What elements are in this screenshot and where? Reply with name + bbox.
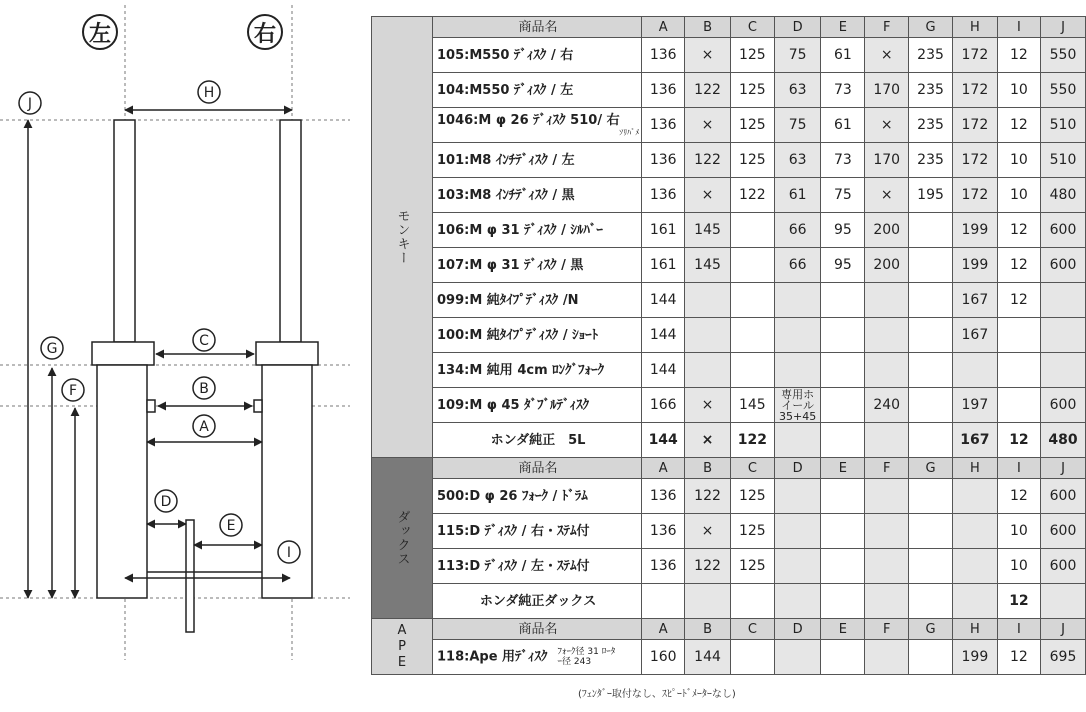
- value-cell: [730, 248, 774, 283]
- value-cell: [774, 640, 821, 675]
- table-header-row: [372, 619, 1086, 640]
- value-cell: [865, 353, 909, 388]
- column-header: I: [997, 458, 1040, 479]
- value-cell: [909, 584, 953, 619]
- column-header-name: 商品名: [433, 17, 642, 38]
- column-header: G: [909, 458, 953, 479]
- column-header: A: [642, 458, 685, 479]
- value-cell: 167: [952, 318, 997, 353]
- value-cell: 75: [774, 38, 821, 73]
- value-cell: 172: [952, 143, 997, 178]
- value-cell: [865, 584, 909, 619]
- product-name: 104:M550 ﾃﾞｨｽｸ / 左: [437, 82, 574, 98]
- table-row: [372, 479, 1086, 514]
- column-header: D: [774, 619, 821, 640]
- value-cell: 122: [685, 143, 731, 178]
- column-header: D: [774, 17, 821, 38]
- honda-row: [372, 584, 1086, 619]
- value-cell: 10: [997, 73, 1040, 108]
- value-cell: [952, 514, 997, 549]
- value-cell: [685, 584, 731, 619]
- table-row: [372, 108, 1086, 143]
- column-header: H: [952, 458, 997, 479]
- product-name: 106:M φ 31 ﾃﾞｨｽｸ / ｼﾙﾊﾞｰ: [437, 222, 603, 238]
- product-name-cell: [433, 584, 642, 619]
- value-cell: [952, 479, 997, 514]
- value-cell: 510: [1041, 108, 1086, 143]
- value-cell: [774, 283, 821, 318]
- value-cell: 61: [821, 108, 865, 143]
- product-name-cell: [433, 549, 642, 584]
- value-cell: 480: [1041, 423, 1086, 458]
- value-cell: 235: [909, 38, 953, 73]
- value-cell: [909, 549, 953, 584]
- column-header: E: [821, 619, 865, 640]
- value-cell: 12: [997, 479, 1040, 514]
- value-cell: 136: [642, 38, 685, 73]
- value-cell: 167: [952, 423, 997, 458]
- value-cell: [909, 213, 953, 248]
- value-cell: ×: [685, 178, 731, 213]
- label-j: J: [27, 96, 33, 112]
- product-name: 115:D ﾃﾞｨｽｸ / 右・ｽﾃﾑ付: [437, 523, 590, 539]
- value-cell: [997, 353, 1040, 388]
- value-cell: 12: [997, 108, 1040, 143]
- column-header: G: [909, 619, 953, 640]
- value-cell: 10: [997, 143, 1040, 178]
- column-header: D: [774, 458, 821, 479]
- value-cell: 600: [1041, 388, 1086, 423]
- table-row: [372, 143, 1086, 178]
- value-cell: 122: [730, 178, 774, 213]
- value-cell: [909, 353, 953, 388]
- value-cell: 66: [774, 248, 821, 283]
- value-cell: 12: [997, 248, 1040, 283]
- value-cell: 172: [952, 73, 997, 108]
- value-cell: 145: [685, 248, 731, 283]
- value-cell: 122: [685, 479, 731, 514]
- value-cell: [909, 388, 953, 423]
- value-cell: [997, 388, 1040, 423]
- value-cell: 12: [997, 283, 1040, 318]
- value-cell: [774, 479, 821, 514]
- value-cell: 172: [952, 178, 997, 213]
- value-cell: 200: [865, 213, 909, 248]
- value-cell: 160: [642, 640, 685, 675]
- value-cell: 172: [952, 108, 997, 143]
- value-cell: 600: [1041, 248, 1086, 283]
- product-name: 113:D ﾃﾞｨｽｸ / 左・ｽﾃﾑ付: [437, 558, 590, 574]
- value-cell: [642, 584, 685, 619]
- value-cell: [865, 514, 909, 549]
- value-cell: 125: [730, 514, 774, 549]
- value-cell: 125: [730, 73, 774, 108]
- value-cell: 199: [952, 213, 997, 248]
- product-name: 118:Ape 用ﾃﾞｨｽｸ: [437, 649, 548, 665]
- value-cell: 125: [730, 38, 774, 73]
- right-side-label: 右: [253, 22, 277, 47]
- table-row: [372, 514, 1086, 549]
- product-name: ホンダ純正 5L: [490, 432, 586, 448]
- value-cell: [774, 353, 821, 388]
- honda-row: [372, 423, 1086, 458]
- value-cell: 144: [642, 423, 685, 458]
- column-header: F: [865, 458, 909, 479]
- product-name-cell: [433, 640, 642, 675]
- product-name: 500:D φ 26 ﾌｫｰｸ / ﾄﾞﾗﾑ: [437, 488, 588, 504]
- product-name: 099:M 純ﾀｲﾌﾟﾃﾞｨｽｸ /N: [437, 292, 579, 308]
- column-header: G: [909, 17, 953, 38]
- value-cell: [774, 549, 821, 584]
- value-cell: [730, 640, 774, 675]
- value-cell: [865, 283, 909, 318]
- value-cell: 510: [1041, 143, 1086, 178]
- value-cell: [730, 283, 774, 318]
- column-header-name: 商品名: [433, 619, 642, 640]
- product-name: 1046:M φ 26 ﾃﾞｨｽｸ 510/ 右: [437, 113, 620, 128]
- table-row: [372, 283, 1086, 318]
- label-f: F: [68, 383, 78, 399]
- product-name: ホンダ純正ダックス: [479, 593, 597, 609]
- value-cell: 61: [774, 178, 821, 213]
- value-cell: [774, 318, 821, 353]
- value-cell: 73: [821, 143, 865, 178]
- product-name-cell: [433, 178, 642, 213]
- value-cell: 10: [997, 549, 1040, 584]
- value-cell: 75: [821, 178, 865, 213]
- value-cell: [909, 248, 953, 283]
- product-name-cell: [433, 38, 642, 73]
- column-header: H: [952, 619, 997, 640]
- value-cell: 170: [865, 73, 909, 108]
- value-cell: 125: [730, 479, 774, 514]
- product-name-cell: [433, 514, 642, 549]
- value-cell: 136: [642, 479, 685, 514]
- value-cell: 195: [909, 178, 953, 213]
- label-d: D: [160, 494, 172, 510]
- value-cell: 136: [642, 73, 685, 108]
- value-cell: 61: [821, 38, 865, 73]
- value-cell: 144: [642, 353, 685, 388]
- value-cell: 167: [952, 283, 997, 318]
- value-cell: [730, 318, 774, 353]
- label-b: B: [199, 381, 209, 397]
- column-header: C: [730, 619, 774, 640]
- column-header: A: [642, 17, 685, 38]
- value-cell: [909, 640, 953, 675]
- value-cell: [865, 549, 909, 584]
- value-cell: ×: [685, 388, 731, 423]
- value-cell: 550: [1041, 73, 1086, 108]
- table-row: [372, 178, 1086, 213]
- value-cell: 66: [774, 213, 821, 248]
- table-row: [372, 549, 1086, 584]
- table-row: [372, 388, 1086, 423]
- value-cell: [685, 353, 731, 388]
- value-cell: [821, 423, 865, 458]
- column-header: C: [730, 458, 774, 479]
- column-header: F: [865, 17, 909, 38]
- value-cell: 235: [909, 73, 953, 108]
- value-cell: 240: [865, 388, 909, 423]
- table-row: [372, 353, 1086, 388]
- value-cell: 600: [1041, 479, 1086, 514]
- value-cell: ×: [685, 108, 731, 143]
- value-cell: [1041, 353, 1086, 388]
- product-name-cell: [433, 108, 642, 143]
- table-body: [372, 17, 1086, 675]
- value-cell: [821, 549, 865, 584]
- product-name-cell: [433, 283, 642, 318]
- group-label: ダックス: [372, 458, 433, 619]
- value-cell: 73: [821, 73, 865, 108]
- group-label: モンキー: [372, 17, 433, 458]
- value-cell: ×: [685, 38, 731, 73]
- value-cell: [909, 283, 953, 318]
- value-cell: [730, 584, 774, 619]
- value-cell: 12: [997, 640, 1040, 675]
- column-header: A: [642, 619, 685, 640]
- value-cell: 125: [730, 143, 774, 178]
- value-cell: [952, 353, 997, 388]
- column-header: J: [1041, 619, 1086, 640]
- column-header: I: [997, 17, 1040, 38]
- value-cell: [1041, 318, 1086, 353]
- value-cell: 専用ホイール 35+45: [774, 388, 821, 423]
- product-name: 103:M8 ｲﾝﾁﾃﾞｨｽｸ / 黒: [437, 187, 575, 203]
- product-name-cell: [433, 73, 642, 108]
- value-cell: 199: [952, 640, 997, 675]
- value-cell: ×: [865, 178, 909, 213]
- value-cell: 144: [685, 640, 731, 675]
- value-cell: 122: [730, 423, 774, 458]
- value-cell: 199: [952, 248, 997, 283]
- value-cell: 695: [1041, 640, 1086, 675]
- value-cell: [821, 283, 865, 318]
- value-cell: [821, 353, 865, 388]
- value-cell: [821, 318, 865, 353]
- value-cell: [685, 283, 731, 318]
- value-cell: ×: [865, 108, 909, 143]
- value-cell: [997, 318, 1040, 353]
- value-cell: 136: [642, 514, 685, 549]
- value-cell: ×: [865, 38, 909, 73]
- value-cell: 95: [821, 213, 865, 248]
- column-header: B: [685, 619, 731, 640]
- value-cell: 480: [1041, 178, 1086, 213]
- footnote: (ﾌｪﾝﾀﾞｰ取付なし、ｽﾋﾟｰﾄﾞﾒｰﾀｰなし): [578, 689, 736, 700]
- value-cell: 12: [997, 584, 1040, 619]
- value-cell: [1041, 584, 1086, 619]
- value-cell: 63: [774, 143, 821, 178]
- value-cell: [865, 423, 909, 458]
- value-cell: 75: [774, 108, 821, 143]
- value-cell: [909, 318, 953, 353]
- value-cell: [909, 423, 953, 458]
- group-label: APE: [372, 619, 433, 675]
- value-cell: 12: [997, 213, 1040, 248]
- value-cell: 172: [952, 38, 997, 73]
- product-name: 134:M 純用 4cm ﾛﾝｸﾞﾌｫｰｸ: [437, 362, 605, 378]
- value-cell: 161: [642, 248, 685, 283]
- spec-table: [371, 16, 1086, 675]
- product-name: 100:M 純ﾀｲﾌﾟﾃﾞｨｽｸ / ｼｮｰﾄ: [437, 327, 599, 343]
- value-cell: 12: [997, 38, 1040, 73]
- table-row: [372, 38, 1086, 73]
- value-cell: 95: [821, 248, 865, 283]
- value-cell: [821, 584, 865, 619]
- value-cell: 235: [909, 143, 953, 178]
- value-cell: [730, 353, 774, 388]
- value-cell: 122: [685, 549, 731, 584]
- value-cell: ×: [685, 423, 731, 458]
- column-header: B: [685, 17, 731, 38]
- label-i: I: [286, 545, 292, 561]
- value-cell: [774, 584, 821, 619]
- column-header: J: [1041, 17, 1086, 38]
- value-cell: [821, 640, 865, 675]
- product-name-cell: [433, 248, 642, 283]
- value-cell: [685, 318, 731, 353]
- value-cell: 197: [952, 388, 997, 423]
- label-g: G: [46, 341, 58, 357]
- product-name-cell: [433, 213, 642, 248]
- product-name: 107:M φ 31 ﾃﾞｨｽｸ / 黒: [437, 257, 584, 273]
- column-header-name: 商品名: [433, 458, 642, 479]
- product-name-cell: [433, 318, 642, 353]
- product-name-cell: [433, 479, 642, 514]
- value-cell: [865, 640, 909, 675]
- column-header: I: [997, 619, 1040, 640]
- value-cell: 550: [1041, 38, 1086, 73]
- value-cell: [909, 514, 953, 549]
- value-cell: 600: [1041, 549, 1086, 584]
- product-name-cell: [433, 353, 642, 388]
- table-row: [372, 213, 1086, 248]
- value-cell: [865, 318, 909, 353]
- value-cell: 166: [642, 388, 685, 423]
- value-cell: 12: [997, 423, 1040, 458]
- value-cell: [774, 514, 821, 549]
- value-cell: 10: [997, 178, 1040, 213]
- value-cell: [909, 479, 953, 514]
- product-sub-note: ｿﾘﾊﾞﾒ: [619, 128, 640, 137]
- value-cell: 161: [642, 213, 685, 248]
- label-a: A: [199, 419, 209, 435]
- table-header-row: [372, 17, 1086, 38]
- column-header: E: [821, 17, 865, 38]
- label-c: C: [199, 333, 209, 349]
- value-cell: 200: [865, 248, 909, 283]
- value-cell: [821, 514, 865, 549]
- product-name-cell: [433, 143, 642, 178]
- value-cell: 145: [685, 213, 731, 248]
- column-header: F: [865, 619, 909, 640]
- fork-dimension-diagram: [0, 0, 360, 712]
- product-name-cell: [433, 423, 642, 458]
- value-cell: 145: [730, 388, 774, 423]
- value-cell: 125: [730, 108, 774, 143]
- column-header: B: [685, 458, 731, 479]
- value-cell: 235: [909, 108, 953, 143]
- table-row: [372, 640, 1086, 675]
- table-header-row: [372, 458, 1086, 479]
- value-cell: 63: [774, 73, 821, 108]
- value-cell: [774, 423, 821, 458]
- value-cell: [952, 549, 997, 584]
- value-cell: 144: [642, 283, 685, 318]
- table-row: [372, 248, 1086, 283]
- value-cell: 144: [642, 318, 685, 353]
- product-note: ﾌｫｰｸ径 31 ﾛｰﾀｰ径 243: [557, 647, 616, 667]
- value-cell: 136: [642, 143, 685, 178]
- value-cell: [865, 479, 909, 514]
- column-header: C: [730, 17, 774, 38]
- column-header: H: [952, 17, 997, 38]
- column-header: E: [821, 458, 865, 479]
- column-header: J: [1041, 458, 1086, 479]
- product-name-cell: [433, 388, 642, 423]
- table-row: [372, 73, 1086, 108]
- value-cell: [952, 584, 997, 619]
- value-cell: 136: [642, 178, 685, 213]
- label-h: H: [203, 85, 215, 101]
- value-cell: 600: [1041, 514, 1086, 549]
- value-cell: [1041, 283, 1086, 318]
- value-cell: 170: [865, 143, 909, 178]
- value-cell: 136: [642, 549, 685, 584]
- label-e: E: [226, 518, 236, 534]
- value-cell: 600: [1041, 213, 1086, 248]
- value-cell: 136: [642, 108, 685, 143]
- value-cell: ×: [685, 514, 731, 549]
- value-cell: [821, 479, 865, 514]
- value-cell: 125: [730, 549, 774, 584]
- value-cell: [730, 213, 774, 248]
- product-name: 105:M550 ﾃﾞｨｽｸ / 右: [437, 47, 574, 63]
- value-cell: 10: [997, 514, 1040, 549]
- table-row: [372, 318, 1086, 353]
- value-cell: 122: [685, 73, 731, 108]
- left-side-label: 左: [88, 22, 112, 47]
- product-name: 101:M8 ｲﾝﾁﾃﾞｨｽｸ / 左: [437, 152, 575, 168]
- value-cell: [821, 388, 865, 423]
- product-name: 109:M φ 45 ﾀﾞﾌﾞﾙﾃﾞｨｽｸ: [437, 397, 590, 413]
